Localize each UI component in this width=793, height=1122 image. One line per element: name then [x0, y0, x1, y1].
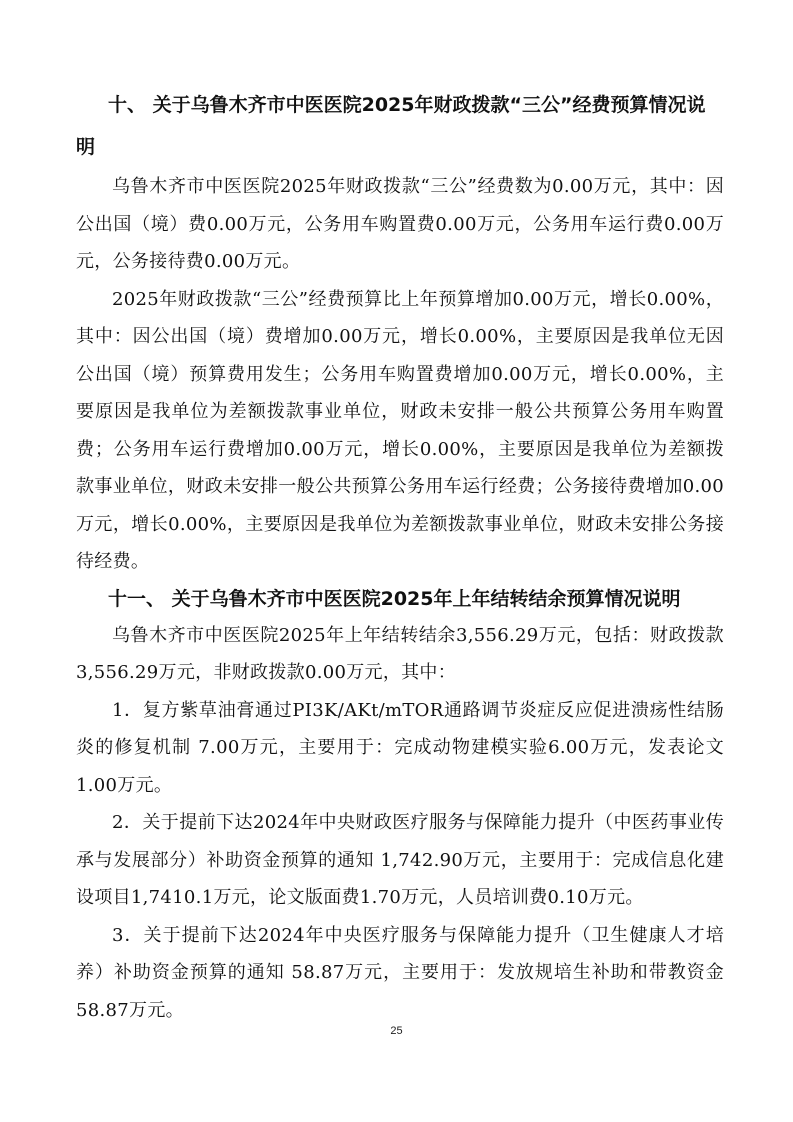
paragraph-three-public-change: 2025年财政拨款“三公”经费预算比上年预算增加0.00万元，增长0.00%，其中：因公出国（境）费增加0.00万元，增长0.00%，主要原因是我单位无因公出国（境）预算费用发生；公务用车购置费增加0.00万元，增长0.00%，主要原因是我单位为差额拨款事业单位，财政未安排一般公共预算公务用车购置费；公务用车运行费增加0.00万元，增长0.00%，主要原因是我单位为差额拨款事业单位，财政未安排一般公共预算公务用车运行经费；公务接待费增加0.00万元，增长0.00%，主要原因是我单位为差额拨款事业单位，财政未安排公务接待经费。 [76, 288, 724, 572]
page-number: 25 [390, 1025, 403, 1037]
paragraph-carryover-total: 乌鲁木齐市中医医院2025年上年结转结余3,556.29万元，包括：财政拨款3,556.29万元，非财政拨款0.00万元，其中： [76, 624, 724, 683]
paragraph-three-public-total: 乌鲁木齐市中医医院2025年财政拨款“三公”经费数为0.00万元，其中：因公出国（境）费0.00万元，公务用车购置费0.00万元，公务用车运行费0.00万元，公务接待费0.00万元。 [76, 176, 724, 272]
document-page [76, 84, 724, 1029]
section-heading-10: 十、 关于乌鲁木齐市中医医院2025年财政拨款“三公”经费预算情况说明 [76, 94, 706, 158]
paragraph-carryover-item-1: 1．复方紫草油膏通过PI3K/AKt/mTOR通路调节炎症反应促进溃疡性结肠炎的修复机制 7.00万元，主要用于：完成动物建模实验6.00万元，发表论文1.00万元。 [76, 699, 724, 796]
paragraph-carryover-item-3: 3．关于提前下达2024年中央医疗服务与保障能力提升（卫生健康人才培养）补助资金预算的通知 58.87万元，主要用于：发放规培生补助和带教资金58.87万元。 [76, 924, 724, 1021]
paragraph-carryover-item-2: 2．关于提前下达2024年中央财政医疗服务与保障能力提升（中医药事业传承与发展部分）补助资金预算的通知 1,742.90万元，主要用于：完成信息化建设项目1,7410.1万元，论文版面费1.70万元，人员培训费0.10万元。 [76, 812, 724, 908]
section-heading-11: 十一、 关于乌鲁木齐市中医医院2025年上年结转结余预算情况说明 [108, 587, 681, 610]
